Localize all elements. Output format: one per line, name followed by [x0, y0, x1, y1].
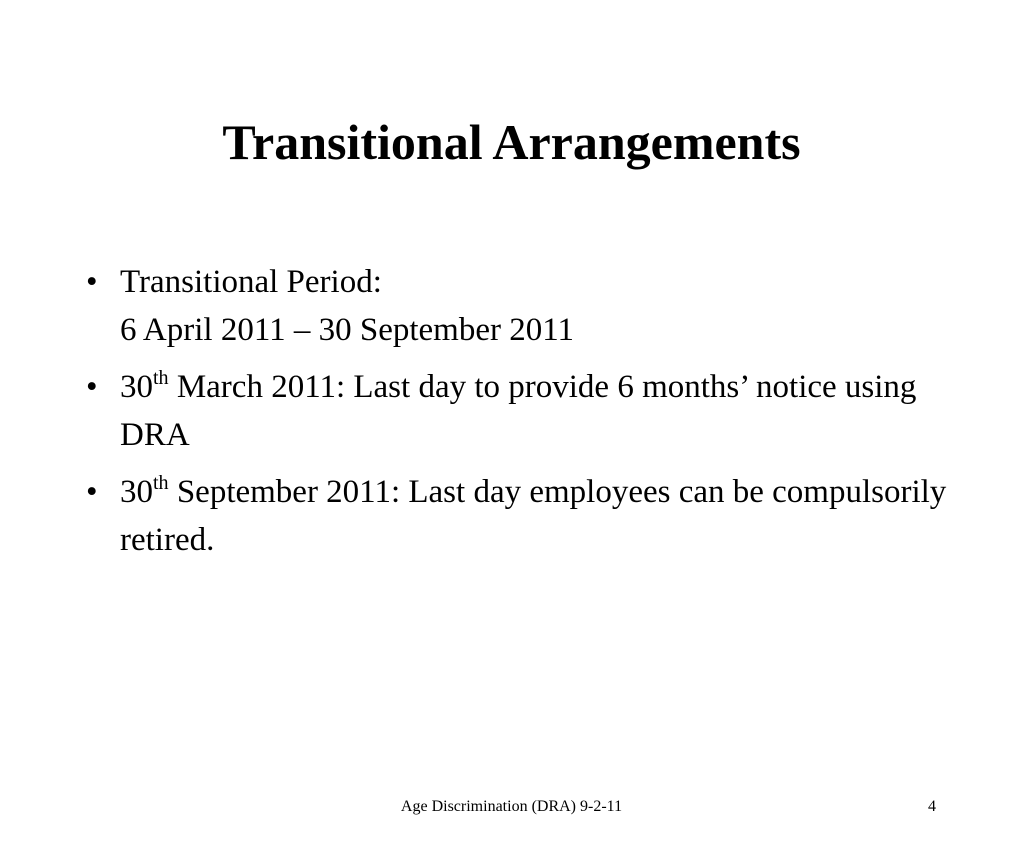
date-number: 30 [120, 474, 153, 510]
bullet-list [86, 258, 966, 573]
bullet-march-deadline [86, 363, 966, 459]
bullet-continuation-text: 6 April 2011 – 30 September 2011 [120, 312, 575, 348]
bullet-text: March 2011: Last day to provide 6 months’ notice using DRA [120, 369, 917, 453]
bullet-icon: • [86, 264, 98, 300]
bullet-icon: • [86, 369, 98, 405]
footer-text: Age Discrimination (DRA) 9-2-11 [400, 798, 623, 815]
bullet-icon: • [86, 474, 98, 510]
bullet-transitional-period [86, 258, 966, 354]
date-number: 30 [120, 369, 153, 405]
bullet-text: September 2011: Last day employees can be compulsorily retired. [120, 474, 947, 558]
page-number: 4 [928, 798, 936, 815]
slide-title: Transitional Arrangements [222, 114, 801, 170]
bullet-september-deadline [86, 468, 966, 564]
ordinal-suffix: th [153, 472, 169, 494]
bullet-text: Transitional Period: [120, 264, 382, 300]
ordinal-suffix: th [153, 367, 169, 389]
